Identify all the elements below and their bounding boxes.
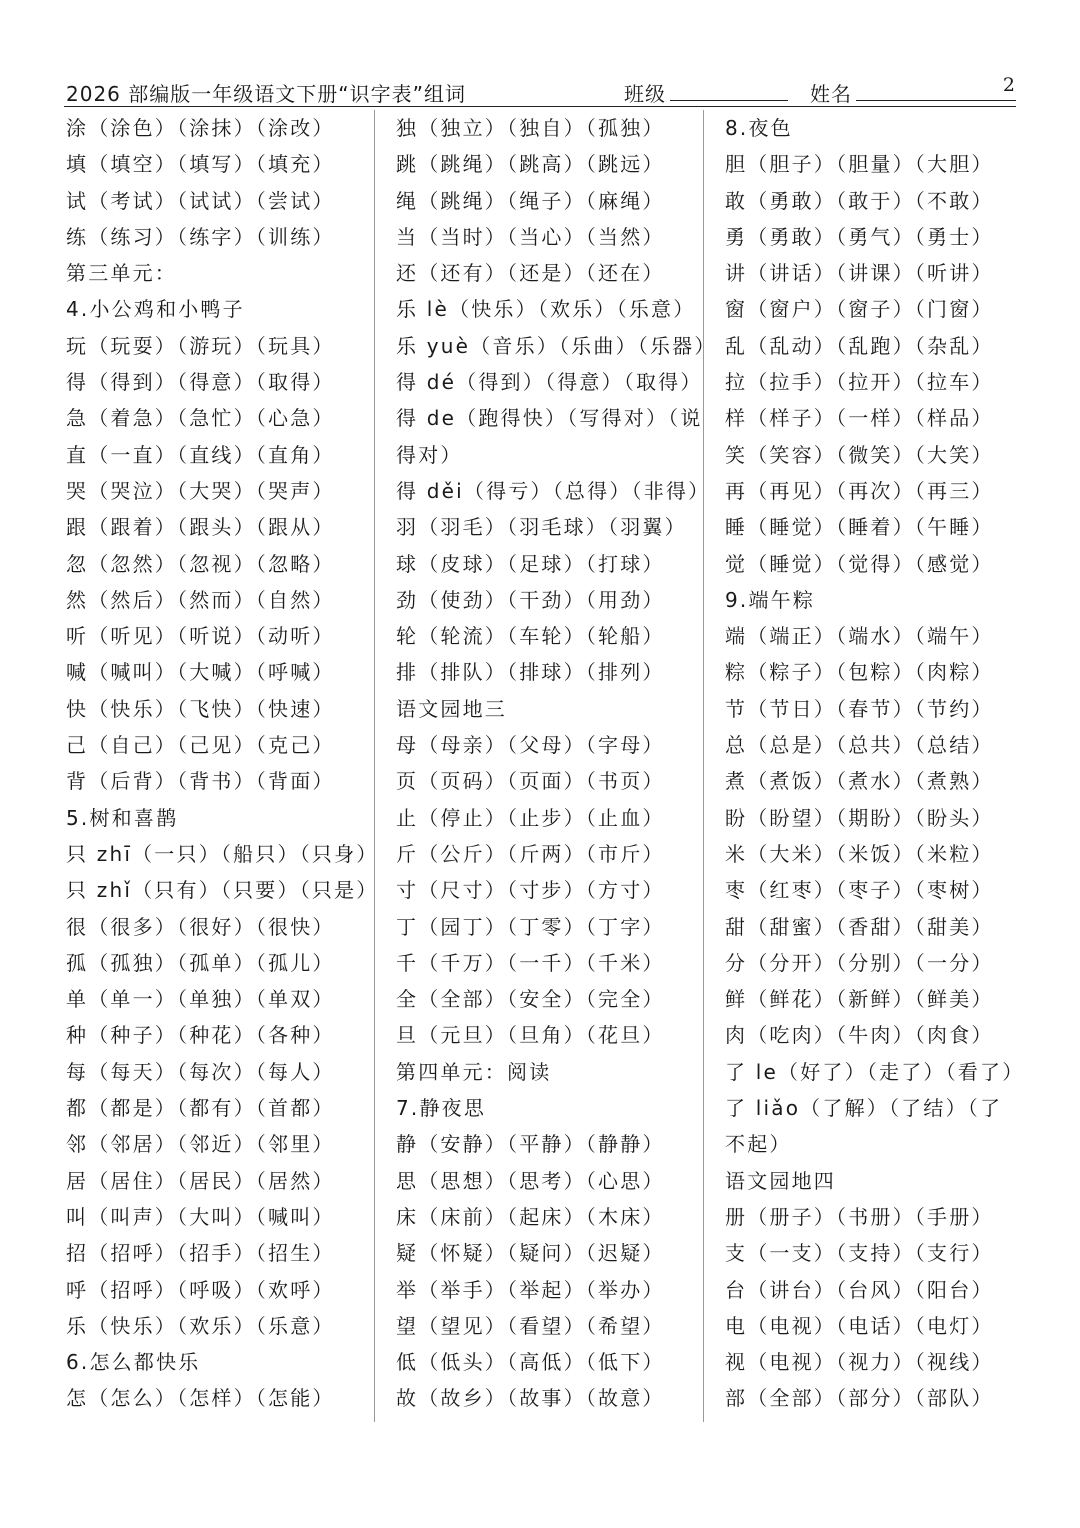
- word-entry: 部（全部）（部分）（部队）: [725, 1386, 994, 1411]
- word-entry: 册（册子）（书册）（手册）: [725, 1204, 994, 1229]
- word-entry: 乐 lè（快乐）（欢乐）（乐意）: [396, 297, 696, 322]
- word-entry: 呼（招呼）（呼吸）（欢呼）: [66, 1277, 335, 1302]
- word-entry: 米（大米）（米饭）（米粒）: [725, 841, 994, 866]
- word-entry: 第四单元：阅读: [396, 1059, 552, 1084]
- word-entry: 邻（邻居）（邻近）（邻里）: [66, 1132, 335, 1157]
- name-blank-line: [856, 100, 1016, 101]
- word-entry: 4.小公鸡和小鸭子: [66, 297, 245, 322]
- word-entry: 粽（粽子）（包粽）（肉粽）: [725, 660, 994, 685]
- word-column-3: [725, 110, 1025, 1417]
- word-entry: 语文园地四: [725, 1168, 836, 1193]
- word-entry: 笑（笑容）（微笑）（大笑）: [725, 442, 994, 467]
- word-entry: 哭（哭泣）（大哭）（哭声）: [66, 478, 335, 503]
- column-divider: [703, 110, 704, 1422]
- word-entry: 床（床前）（起床）（木床）: [396, 1204, 665, 1229]
- word-entry: 觉（睡觉）（觉得）（感觉）: [725, 551, 994, 576]
- word-entry: 盼（盼望）（期盼）（盼头）: [725, 805, 994, 830]
- word-entry: 羽（羽毛）（羽毛球）（羽翼）: [396, 515, 687, 540]
- word-entry: 乐 yuè（音乐）（乐曲）（乐器）: [396, 333, 717, 358]
- class-blank-line: [670, 100, 788, 101]
- word-entry: 跳（跳绳）（跳高）（跳远）: [396, 152, 665, 177]
- word-entry: 试（考试）（试试）（尝试）: [66, 188, 335, 213]
- word-entry: 疑（怀疑）（疑问）（迟疑）: [396, 1241, 665, 1266]
- word-entry: 视（电视）（视力）（视线）: [725, 1350, 994, 1375]
- word-entry: 单（单一）（单独）（单双）: [66, 987, 335, 1012]
- word-entry: 样（样子）（一样）（样品）: [725, 406, 994, 431]
- word-entry: 每（每天）（每次）（每人）: [66, 1059, 335, 1084]
- word-entry: 胆（胆子）（胆量）（大胆）: [725, 152, 994, 177]
- page-header: [64, 76, 1016, 107]
- word-entry: 招（招呼）（招手）（招生）: [66, 1241, 335, 1266]
- class-label: 班级: [624, 82, 666, 106]
- word-entry: 听（听见）（听说）（动听）: [66, 624, 335, 649]
- word-entry: 种（种子）（种花）（各种）: [66, 1023, 335, 1048]
- word-entry: 肉（吃肉）（牛肉）（肉食）: [725, 1023, 994, 1048]
- word-entry: 得（得到）（得意）（取得）: [66, 370, 335, 395]
- word-entry: 得对）: [396, 442, 463, 467]
- word-entry: 台（讲台）（台风）（阳台）: [725, 1277, 994, 1302]
- word-entry: 独（独立）（独自）（孤独）: [396, 116, 665, 140]
- word-entry: 排（排队）（排球）（排列）: [396, 660, 665, 685]
- word-entry: 故（故乡）（故事）（故意）: [396, 1386, 665, 1411]
- word-entry: 节（节日）（春节）（节约）: [725, 696, 994, 721]
- word-entry: 轮（轮流）（车轮）（轮船）: [396, 624, 665, 649]
- word-entry: 煮（煮饭）（煮水）（煮熟）: [725, 769, 994, 794]
- word-entry: 6.怎么都快乐: [66, 1350, 201, 1375]
- word-entry: 支（一支）（支持）（支行）: [725, 1241, 994, 1266]
- word-entry: 举（举手）（举起）（举办）: [396, 1277, 665, 1302]
- word-entry: 叫（叫声）（大叫）（喊叫）: [66, 1204, 335, 1229]
- word-entry: 劲（使劲）（干劲）（用劲）: [396, 587, 665, 612]
- word-entry: 都（都是）（都有）（首都）: [66, 1096, 335, 1121]
- word-entry: 语文园地三: [396, 696, 507, 721]
- word-entry: 再（再见）（再次）（再三）: [725, 478, 994, 503]
- word-entry: 背（后背）（背书）（背面）: [66, 769, 335, 794]
- word-entry: 电（电视）（电话）（电灯）: [725, 1313, 994, 1338]
- word-entry: 球（皮球）（足球）（打球）: [396, 551, 665, 576]
- word-entry: 7.静夜思: [396, 1096, 487, 1121]
- word-entry: 9.端午粽: [725, 587, 816, 612]
- word-entry: 直（一直）（直线）（直角）: [66, 442, 335, 467]
- word-entry: 止（停止）（止步）（止血）: [396, 805, 665, 830]
- word-entry: 忽（忽然）（忽视）（忽略）: [66, 551, 335, 576]
- word-entry: 分（分开）（分别）（一分）: [725, 950, 994, 975]
- word-entry: 讲（讲话）（讲课）（听讲）: [725, 261, 994, 286]
- word-entry: 望（望见）（看望）（希望）: [396, 1313, 665, 1338]
- word-entry: 页（页码）（页面）（书页）: [396, 769, 665, 794]
- column-divider: [374, 110, 375, 1422]
- word-entry: 当（当时）（当心）（当然）: [396, 224, 665, 249]
- word-entry: 旦（元旦）（旦角）（花旦）: [396, 1023, 665, 1048]
- word-entry: 甜（甜蜜）（香甜）（甜美）: [725, 914, 994, 939]
- word-entry: 了 liǎo（了解）（了结）（了: [725, 1096, 1003, 1121]
- word-entry: 孤（孤独）（孤单）（孤儿）: [66, 950, 335, 975]
- page-title: 2026 部编版一年级语文下册“识字表”组词: [66, 82, 466, 106]
- word-entry: 玩（玩耍）（游玩）（玩具）: [66, 333, 335, 358]
- word-entry: 快（快乐）（飞快）（快速）: [66, 696, 335, 721]
- word-entry: 还（还有）（还是）（还在）: [396, 261, 665, 286]
- word-entry: 低（低头）（高低）（低下）: [396, 1350, 665, 1375]
- word-entry: 怎（怎么）（怎样）（怎能）: [66, 1386, 335, 1411]
- word-entry: 只 zhǐ（只有）（只要）（只是）: [66, 878, 379, 903]
- name-label: 姓名: [810, 82, 852, 106]
- word-entry: 居（居住）（居民）（居然）: [66, 1168, 335, 1193]
- word-entry: 丁（园丁）（丁零）（丁字）: [396, 914, 665, 939]
- word-entry: 第三单元：: [66, 261, 177, 286]
- word-entry: 填（填空）（填写）（填充）: [66, 152, 335, 177]
- word-entry: 斤（公斤）（斤两）（市斤）: [396, 841, 665, 866]
- word-entry: 鲜（鲜花）（新鲜）（鲜美）: [725, 987, 994, 1012]
- word-entry: 只 zhī（一只）（船只）（只身）: [66, 841, 379, 866]
- word-entry: 寸（尺寸）（寸步）（方寸）: [396, 878, 665, 903]
- word-entry: 5.树和喜鹊: [66, 805, 179, 830]
- word-entry: 不起）: [725, 1132, 792, 1157]
- word-entry: 窗（窗户）（窗子）（门窗）: [725, 297, 994, 322]
- word-entry: 枣（红枣）（枣子）（枣树）: [725, 878, 994, 903]
- word-entry: 思（思想）（思考）（心思）: [396, 1168, 665, 1193]
- page-number: 2: [1002, 74, 1016, 96]
- word-entry: 跟（跟着）（跟头）（跟从）: [66, 515, 335, 540]
- word-entry: 很（很多）（很好）（很快）: [66, 914, 335, 939]
- word-entry: 静（安静）（平静）（静静）: [396, 1132, 665, 1157]
- word-entry: 得 děi（得亏）（总得）（非得）: [396, 478, 711, 503]
- word-entry: 然（然后）（然而）（自然）: [66, 587, 335, 612]
- word-entry: 乐（快乐）（欢乐）（乐意）: [66, 1313, 335, 1338]
- word-entry: 急（着急）（急忙）（心急）: [66, 406, 335, 431]
- word-entry: 敢（勇敢）（敢于）（不敢）: [725, 188, 994, 213]
- word-entry: 拉（拉手）（拉开）（拉车）: [725, 370, 994, 395]
- word-entry: 勇（勇敢）（勇气）（勇士）: [725, 224, 994, 249]
- word-entry: 练（练习）（练字）（训练）: [66, 224, 335, 249]
- word-entry: 母（母亲）（父母）（字母）: [396, 733, 665, 758]
- word-entry: 总（总是）（总共）（总结）: [725, 733, 994, 758]
- word-entry: 全（全部）（安全）（完全）: [396, 987, 665, 1012]
- word-entry: 喊（喊叫）（大喊）（呼喊）: [66, 660, 335, 685]
- word-column-1: [66, 110, 379, 1417]
- word-entry: 乱（乱动）（乱跑）（杂乱）: [725, 333, 994, 358]
- word-entry: 涂（涂色）（涂抹）（涂改）: [66, 116, 335, 140]
- word-entry: 得 de（跑得快）（写得对）（说: [396, 406, 703, 431]
- word-entry: 绳（跳绳）（绳子）（麻绳）: [396, 188, 665, 213]
- word-entry: 睡（睡觉）（睡着）（午睡）: [725, 515, 994, 540]
- word-entry: 得 dé（得到）（得意）（取得）: [396, 370, 703, 395]
- word-entry: 了 le（好了）（走了）（看了）: [725, 1059, 1025, 1084]
- word-entry: 己（自己）（己见）（克己）: [66, 733, 335, 758]
- word-column-2: [396, 110, 717, 1417]
- word-entry: 千（千万）（一千）（千米）: [396, 950, 665, 975]
- word-entry: 8.夜色: [725, 116, 793, 140]
- word-entry: 端（端正）（端水）（端午）: [725, 624, 994, 649]
